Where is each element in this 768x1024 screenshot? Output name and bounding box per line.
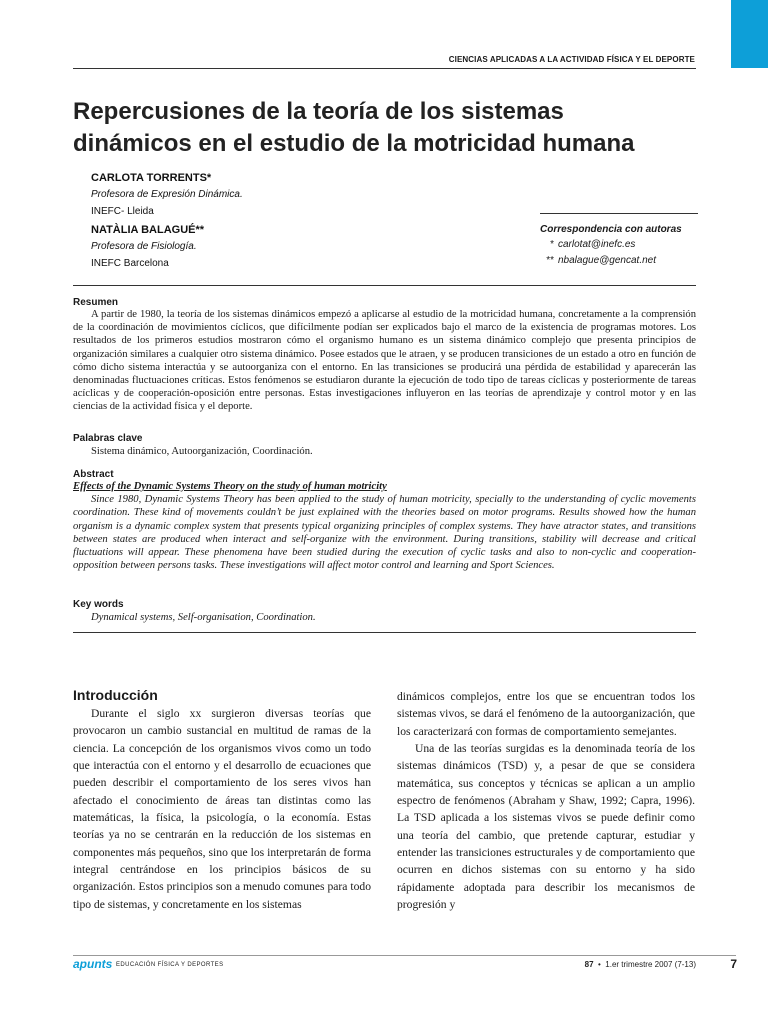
header-rule: [73, 68, 696, 69]
separator-bullet: •: [598, 960, 601, 969]
abstract-bottom-rule: [73, 632, 696, 633]
body-column-2: [397, 688, 695, 913]
issue-number: 87: [584, 960, 594, 969]
abstract-heading: Abstract: [73, 469, 114, 480]
title-line-2: dinámicos en el estudio de la motricidad humana: [73, 130, 635, 157]
email-link[interactable]: nbalague@gencat.net: [558, 255, 657, 266]
author-name: CARLOTA TORRENTS*: [91, 172, 212, 184]
issue-ordinal: 1.er: [605, 960, 620, 969]
footer-rule: [73, 955, 736, 956]
palabras-clave-text: Sistema dinámico, Autoorganización, Coordinación.: [91, 446, 313, 457]
abstract-text-block: [73, 480, 696, 572]
correspondence-title: Correspondencia con autoras: [540, 224, 682, 235]
body-column-1: [73, 705, 371, 913]
author-name: NATÀLIA BALAGUÉ**: [91, 224, 205, 236]
footnote-mark: *: [550, 239, 554, 250]
author-role: Profesora de Fisiología.: [91, 241, 197, 252]
palabras-clave-heading: Palabras clave: [73, 433, 143, 444]
abstract-title: Effects of the Dynamic Systems Theory on the study of human motricity: [73, 481, 387, 492]
correspondence-email-1: [540, 238, 698, 252]
journal-subtitle: EDUCACIÓN FÍSICA Y DEPORTES: [116, 962, 224, 968]
accent-tab: [731, 0, 768, 68]
section-label: CIENCIAS APLICADAS A LA ACTIVIDAD FÍSICA Y EL DEPORTE: [448, 55, 695, 64]
page-number: 7: [730, 957, 737, 971]
title-line-1: Repercusiones de la teoría de los sistemas: [73, 98, 564, 125]
correspondence-rule: [540, 213, 698, 214]
issue-period: trimestre 2007 (7-13): [621, 960, 696, 969]
article-title: [73, 96, 703, 160]
author-1: [91, 171, 243, 219]
correspondence-box: [540, 213, 698, 268]
body-paragraph: Durante el siglo xx surgieron diversas teorías que provocaron un cambio sustancial en multitud de ramas de la ciencia. La concepción de los organismos vivos como un todo que interactúa con el entorno y el desarrollo de ecuaciones que pueden describir el comportamiento de los seres vivos han afectado el conocimiento de áreas tan distintas como las matemáticas, la física, la psicología, o la economía. Estas teorías ya no se centrarán en la reducción de los sistemas en componentes más pequeños, sino que los interpretarán de forma integral centrándose en los principios básicos de su organización. Estos principios son a menudo comunes para todo tipo de sistemas, y concretamente en los sistemas: [73, 707, 371, 911]
key-words-heading: Key words: [73, 599, 124, 610]
resumen-text-block: [73, 308, 696, 414]
journal-logo: apunts: [73, 957, 113, 971]
introduccion-heading: Introducción: [73, 687, 158, 703]
resumen-text: A partir de 1980, la teoría de los sistemas dinámicos empezó a aplicarse al estudio de la motricidad humana, concretamente a la comprensión de la coordinación de movimientos cíclicos, que difícilmente podían ser explicados bajo el marco de la existencia de programas motores. Los resultados de los primeros estudios mostraron cómo el organismo humano es un sistema dinámico complejo que presenta principios de organización similares a cualquier otro sistema dinámico. Posee estados que le atraen, y se producen transiciones de un estado a otro en función de cómo dicho sistema interactúa y se autoorganiza con el entorno. En las transiciones se producirá una pérdida de estabilidad y aparecerán las denominadas fluctuaciones críticas. Estos fenómenos se estudiaron durante la ejecución de todo tipo de tareas cíclicas y posteriormente de tareas acíclicas y de cooperación-oposición entre personas. Estas investigaciones influyeron en las teorías de aprendizaje y control motor y en las ciencias de la actividad física y el deporte.: [73, 309, 696, 413]
body-paragraph: dinámicos complejos, entre los que se encuentran todos los sistemas vivos, se dará el fenómeno de la autoorganización, que los caracterizará con formas de comportamiento semejantes.: [397, 690, 695, 738]
issue-info: [585, 960, 696, 969]
author-institution: INEFC- Lleida: [91, 206, 154, 217]
abstract-text: Since 1980, Dynamic Systems Theory has been applied to the study of human motricity, specially to the understanding of cyclic movements coordination. These kind of movements couldn’t be just explained with the theories based on motor programs. Results showed how the human organism is a dynamic complex system that presents typical organizing principles of complex systems. They have atractor states, and transitions between states are produced when interact and self-organize with the environment. During transitions, stability will decrease and critical fluctuations will appear. These phenomena have been studied during the execution of cyclic tasks and also to non-cyclic and cooperation-opposition between persons tasks. These investigations will affect motor control and learning and Sport Sciences.: [73, 494, 696, 572]
body-paragraph: Una de las teorías surgidas es la denominada teoría de los sistemas dinámicos (TSD) y, a pesar de que se considera matemática, sus conceptos y técnicas se aplican a un amplio espectro de fenómenos (Abraham y Shaw, 1992; Capra, 1996). La TSD aplicada a los sistemas vivos se puede definir como una teoría del cambio, que pretende capturar, estudiar y entender las transiciones estructurales y de comportamiento que ocurren en dichos sistemas con su entorno y ha sido rápidamente adoptada para describir los mecanismos de progresión y: [397, 742, 695, 912]
author-role: Profesora de Expresión Dinámica.: [91, 189, 243, 200]
author-institution: INEFC Barcelona: [91, 258, 169, 269]
author-2: [91, 223, 204, 271]
abstract-top-rule: [73, 285, 696, 286]
key-words-text: Dynamical systems, Self-organisation, Coordination.: [91, 612, 316, 623]
correspondence-email-2: [540, 254, 698, 268]
footnote-mark: **: [546, 255, 554, 266]
email-link[interactable]: carlotat@inefc.es: [558, 239, 636, 250]
resumen-heading: Resumen: [73, 297, 119, 308]
